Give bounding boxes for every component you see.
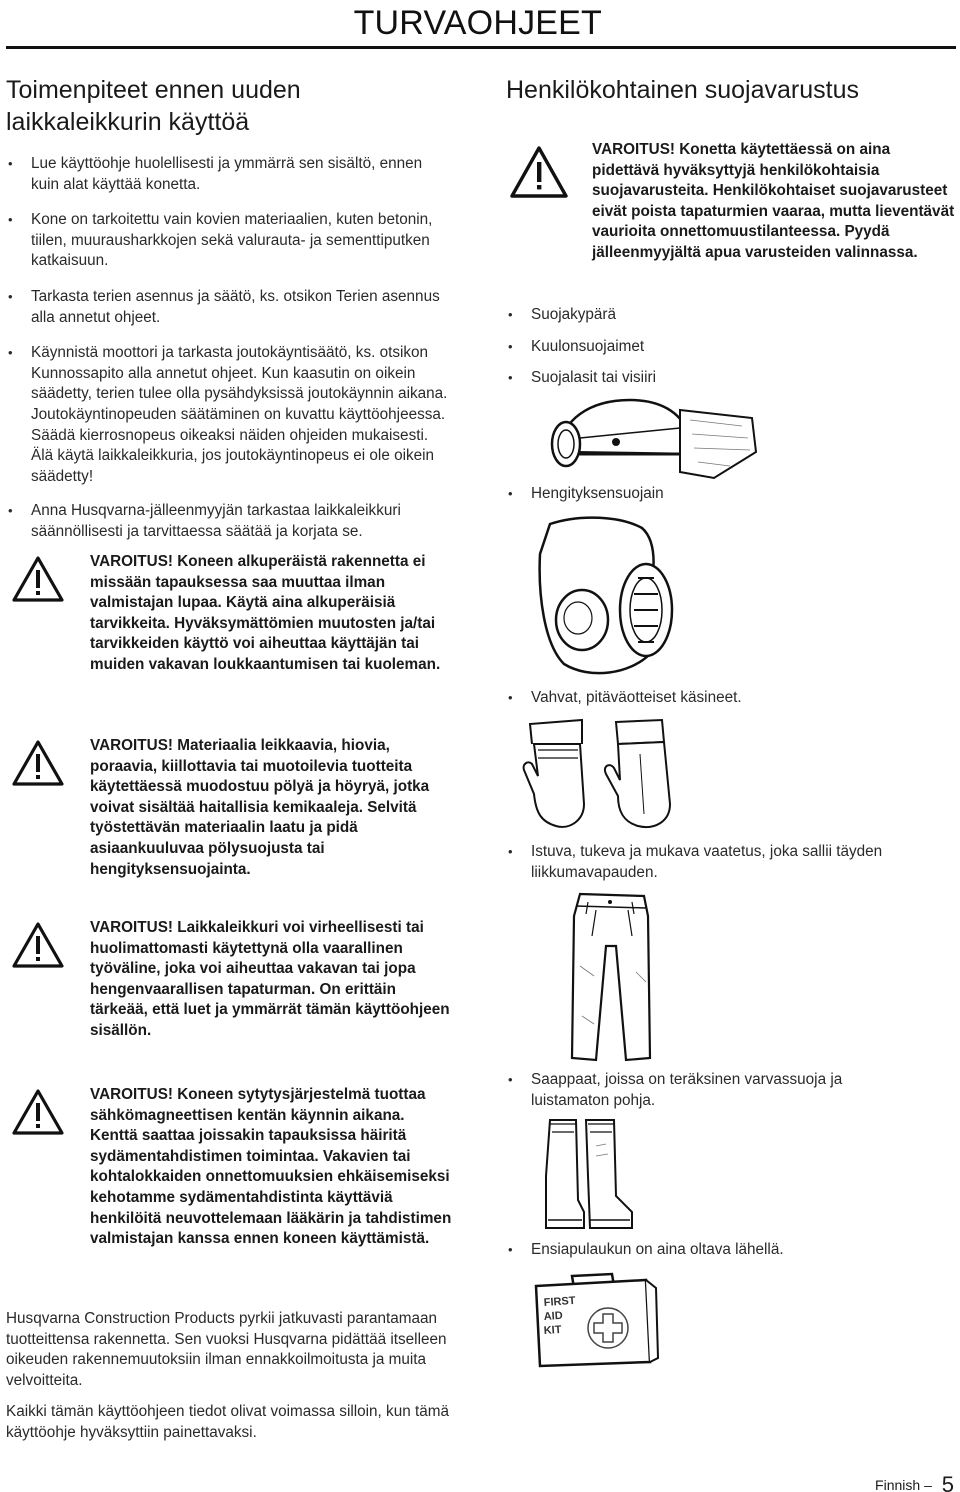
list-item: • Anna Husqvarna-jälleenmyyjän tarkastaa laikkaleikkuri säännöllisesti ja tarvittaessa säätää ja korjata se.: [6, 501, 454, 542]
warning-text: VAROITUS! Koneen sytytysjärjestelmä tuottaa sähkömagneettisen kentän käynnin aikana. Kenttä saattaa joissakin tapauksissa häiritä sydämentahdistimen toimintaa. Vakavien tai kohtalokkaiden onnettomuuksien ehkäisemiseksi kehotamme sydämentahdistinta käyttäviä henkilöitä neuvottelemaan lääkärin ja tahdistimen valmistajan kanssa ennen koneen käyttämistä.: [90, 1086, 452, 1248]
warning-block-protective-equipment: [506, 140, 956, 264]
before-use-list: [6, 154, 454, 543]
disclaimer-paragraph: Husqvarna Construction Products pyrkii jatkuvasti parantamaan tuotteittensa rakennetta. Sen vuoksi Husqvarna pidättää itselleen oikeuden rakennemuutoksiin ilman ennakkoilmoitusta ja muita velvoitteita.: [6, 1310, 447, 1389]
list-item: • Lue käyttöohje huolellisesti ja ymmärrä sen sisältö, ennen kuin alat käyttää konetta.: [6, 154, 454, 195]
left-column: [6, 74, 454, 558]
warning-text: VAROITUS! Koneen alkuperäistä rakennetta ei missään tapauksessa saa muuttaa ilman valmistajan lupaa. Käytä aina alkuperäisiä tarvikkeita. Hyväksymättömien muutosten ja/tai tarvikkeiden käyttö voi aiheuttaa käyttäjän tai muiden vakavan loukkaantumisen tai kuoleman.: [90, 553, 441, 673]
boots-icon: [540, 1116, 636, 1236]
footer-dash: –: [924, 1477, 932, 1492]
list-item: • Käynnistä moottori ja tarkasta joutokäyntisäätö, ks. otsikon Kunnossapito alla annetut ohjeet. Kun kaasutin on oikein säädetty, terien tulee olla pysähdyksissä joutokäynnin aikana. Joutokäyntinopeuden säätäminen on kuvattu käyttöohjeessa. Säädä kierrosnopeus oikeaksi näiden ohjeiden mukaisesti. Älä käytä laikkaleikkuria, jos joutokäyntinopeus ei ole oikein säädetty!: [6, 343, 454, 487]
right-column: [506, 74, 956, 264]
equipment-item-helmet: • Suojakypärä: [506, 305, 956, 326]
gloves-icon: [520, 714, 680, 834]
svg-text:AID: AID: [543, 1309, 564, 1323]
svg-text:KIT: KIT: [543, 1323, 562, 1337]
warning-triangle-icon: [12, 1089, 64, 1135]
warning-triangle-icon: [12, 556, 64, 602]
warning-text: VAROITUS! Konetta käytettäessä on aina pidettävä hyväksyttyjä henkilökohtaisia suojavarusteita. Henkilökohtaiset suojavarusteet eivät poista tapaturmien vaaraa, mutta lieventävät vaurioita onnettomuustilanteessa. Pyydä jälleenmyyjältä apua varusteiden valinnassa.: [592, 141, 955, 261]
equipment-item-gloves: • Vahvat, pitäväotteiset käsineet.: [506, 688, 956, 709]
trousers-icon: [566, 886, 658, 1066]
svg-text:FIRST: FIRST: [543, 1294, 576, 1309]
page-footer: [875, 1470, 954, 1492]
equipment-item-hearing: • Kuulonsuojaimet: [506, 337, 956, 358]
warning-triangle-icon: [510, 146, 568, 198]
warning-text: VAROITUS! Laikkaleikkuri voi virheellisesti tai huolimattomasti käytettynä olla vaarallinen työväline, joka voi aiheuttaa vakavan tai jopa hengenvaarallisen tapaturman. On erittäin tärkeää, että luet ja ymmärrät tämän käyttöohjeen sisällön.: [90, 919, 450, 1039]
warning-triangle-icon: [12, 740, 64, 786]
respirator-icon: [530, 514, 680, 684]
first-aid-kit-icon: [532, 1270, 662, 1370]
equipment-item-first-aid: • Ensiapulaukun on aina oltava lähellä.: [506, 1240, 956, 1261]
page-title: TURVAOHJEET: [353, 4, 602, 42]
warning-block-dangerous-tool: [6, 918, 454, 1042]
page-number: 5: [941, 1472, 954, 1492]
warning-triangle-icon: [12, 922, 64, 968]
list-item: • Tarkasta terien asennus ja säätö, ks. otsikon Terien asennus alla annetut ohjeet.: [6, 287, 454, 328]
section-heading-protective-equipment: Henkilökohtainen suojavarustus: [506, 76, 859, 104]
section-heading-before-use: Toimenpiteet ennen uuden laikkaleikkurin käyttöä: [6, 76, 301, 136]
warning-text: VAROITUS! Materiaalia leikkaavia, hiovia, poraavia, kiillottavia tai muotoilevia tuotteita käytettäessä muodostuu pölyä ja höyryä, jotka voivat sisältää haitallisia kemikaaleja. Selvitä työstettävän materiaalin laatu ja pidä asiaankuuluvaa pölysuojusta tai hengityksensuojainta.: [90, 737, 430, 878]
equipment-item-respirator: • Hengityksensuojain: [506, 484, 956, 505]
helmet-visor-icon: [530, 392, 760, 482]
header-rule: [6, 46, 956, 49]
list-item: • Kone on tarkoitettu vain kovien materiaalien, kuten betonin, tiilen, muurausharkkojen sekä valurauta- ja sementtiputken katkaisuun.: [6, 210, 454, 272]
validity-paragraph: Kaikki tämän käyttöohjeen tiedot olivat voimassa silloin, kun tämä käyttöohje hyväksyttiin painettavaksi.: [6, 1403, 449, 1441]
warning-block-dust: [6, 736, 454, 880]
footer-language: Finnish: [875, 1477, 921, 1492]
equipment-item-clothing: • Istuva, tukeva ja mukava vaatetus, joka sallii täyden liikkumavapauden.: [506, 842, 926, 883]
warning-block-pacemaker: [6, 1085, 454, 1250]
warning-block-modification: [6, 552, 454, 676]
equipment-item-eye: • Suojalasit tai visiiri: [506, 368, 956, 389]
equipment-item-boots: • Saappaat, joissa on teräksinen varvassuoja ja luistamaton pohja.: [506, 1070, 906, 1111]
